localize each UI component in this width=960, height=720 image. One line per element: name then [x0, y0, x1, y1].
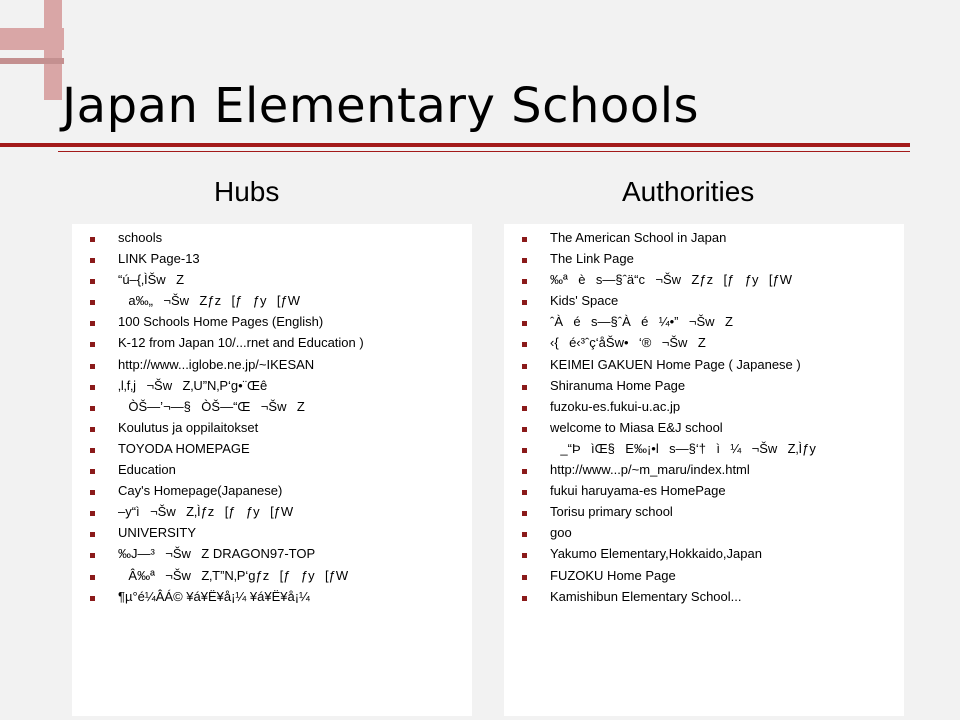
authority-list-item-label: FUZOKU Home Page	[550, 567, 676, 583]
square-bullet-icon	[90, 237, 95, 242]
hub-list-item-label: TOYODA HOMEPAGE	[118, 440, 250, 456]
hub-list-item-label: a‰„¬ŠwZƒz[ƒƒy[ƒW	[118, 293, 300, 309]
square-bullet-icon	[90, 469, 95, 474]
corner-accent-decoration	[0, 0, 64, 100]
hub-list-item[interactable]	[72, 441, 472, 462]
hub-list-item-label: –y“ì¬ŠwZ‚Ìƒz[ƒƒy[ƒW	[118, 504, 294, 520]
square-bullet-icon	[522, 385, 527, 390]
square-bullet-icon	[90, 406, 95, 411]
authority-list-item[interactable]	[504, 399, 904, 420]
authority-list-item-label: fuzoku-es.fukui-u.ac.jp	[550, 398, 681, 414]
hub-list-item[interactable]	[72, 293, 472, 314]
square-bullet-icon	[90, 596, 95, 601]
hub-list-item[interactable]	[72, 357, 472, 378]
hub-list-item-label: ¶µ°é¼ÂÁ© ¥á¥Ë¥å¡¼ ¥á¥Ë¥å¡¼	[118, 588, 310, 604]
square-bullet-icon	[90, 427, 95, 432]
authorities-heading: Authorities	[622, 176, 755, 207]
authority-list-item[interactable]	[504, 589, 904, 610]
authority-list-item[interactable]	[504, 335, 904, 356]
authority-list-item-label: Kids' Space	[550, 293, 619, 309]
authority-list-item[interactable]	[504, 293, 904, 314]
hubs-panel	[72, 224, 472, 716]
accent-bar-thin	[0, 58, 64, 64]
authority-list-item[interactable]	[504, 378, 904, 399]
square-bullet-icon	[90, 364, 95, 369]
accent-bar-horizontal	[0, 28, 64, 50]
hub-list-item[interactable]	[72, 420, 472, 441]
hub-list-item[interactable]	[72, 335, 472, 356]
hub-list-item[interactable]	[72, 525, 472, 546]
square-bullet-icon	[522, 469, 527, 474]
title-underline-thin	[58, 151, 910, 152]
authority-list-item-label: ‰ªès—§ˆä“c¬ŠwZƒz[ƒƒy[ƒW	[550, 272, 792, 288]
authority-list-item-label: Torisu primary school	[550, 504, 673, 520]
authority-list-item-label: Shiranuma Home Page	[550, 377, 686, 393]
square-bullet-icon	[522, 427, 527, 432]
square-bullet-icon	[522, 596, 527, 601]
hub-list-item-label: UNIVERSITY	[118, 525, 197, 541]
square-bullet-icon	[522, 532, 527, 537]
authority-list-item-label: goo	[550, 525, 572, 541]
hub-list-item[interactable]	[72, 378, 472, 399]
hub-list-item-label: ‚l‚f‚j¬ŠwZ‚U”N‚P‘g•¨Œê	[118, 377, 268, 393]
authority-list-item-label: ˆÀés—§ˆÀé¼•”¬ŠwZ	[550, 314, 733, 330]
authority-list-item-label: Yakumo Elementary,Hokkaido,Japan	[550, 546, 762, 562]
hub-list-item[interactable]	[72, 314, 472, 335]
square-bullet-icon	[522, 300, 527, 305]
hub-list-item-label: http://www...iglobe.ne.jp/~IKESAN	[118, 356, 315, 372]
authorities-panel	[504, 224, 904, 716]
hub-list-item-label: schools	[118, 230, 163, 245]
authority-list-item[interactable]	[504, 251, 904, 272]
square-bullet-icon	[90, 511, 95, 516]
square-bullet-icon	[522, 448, 527, 453]
square-bullet-icon	[90, 321, 95, 326]
square-bullet-icon	[90, 385, 95, 390]
square-bullet-icon	[90, 300, 95, 305]
hub-list-item[interactable]	[72, 272, 472, 293]
square-bullet-icon	[522, 237, 527, 242]
hub-list-item[interactable]	[72, 462, 472, 483]
square-bullet-icon	[90, 532, 95, 537]
hub-list-item[interactable]	[72, 251, 472, 272]
hub-list-item-label: Â‰ª¬ŠwZ‚T”N‚P‘gƒz[ƒƒy[ƒW	[118, 567, 349, 583]
square-bullet-icon	[522, 406, 527, 411]
title-underline-thick	[0, 143, 910, 147]
square-bullet-icon	[90, 258, 95, 263]
authority-list-item[interactable]	[504, 420, 904, 441]
square-bullet-icon	[522, 511, 527, 516]
authority-list-item-label: Kamishibun Elementary School...	[550, 588, 742, 604]
square-bullet-icon	[522, 342, 527, 347]
authority-list-item[interactable]	[504, 357, 904, 378]
authority-list-item[interactable]	[504, 546, 904, 567]
authority-list-item-label: http://www...p/~m_maru/index.html	[550, 462, 750, 478]
authority-list-item[interactable]	[504, 483, 904, 504]
hub-list-item-label: LINK Page-13	[118, 251, 200, 267]
square-bullet-icon	[90, 490, 95, 495]
square-bullet-icon	[522, 553, 527, 558]
authority-list-item[interactable]	[504, 525, 904, 546]
authority-list-item[interactable]	[504, 568, 904, 589]
square-bullet-icon	[90, 553, 95, 558]
square-bullet-icon	[522, 321, 527, 326]
square-bullet-icon	[522, 279, 527, 284]
hub-list-item-label: ‰J—³¬ŠwZ DRAGON97-TOP	[118, 546, 316, 562]
hub-list-item[interactable]	[72, 589, 472, 610]
hub-list-item[interactable]	[72, 230, 472, 251]
authority-list-item-label: fukui haruyama-es HomePage	[550, 483, 726, 499]
authority-list-item[interactable]	[504, 441, 904, 462]
hub-list-item[interactable]	[72, 546, 472, 567]
hub-list-item[interactable]	[72, 399, 472, 420]
hubs-heading: Hubs	[214, 176, 280, 207]
authority-list-item-label: welcome to Miasa E&J school	[550, 419, 723, 435]
hub-list-item-label: “ú–{‚ÌŠwZ	[118, 272, 185, 288]
authority-list-item-label: ‹{é‹³ˆç‘åŠw•‘®¬ŠwZ	[550, 335, 706, 351]
authority-list-item-label: The American School in Japan	[550, 230, 727, 245]
square-bullet-icon	[522, 490, 527, 495]
authority-list-item[interactable]	[504, 462, 904, 483]
hub-list-item[interactable]	[72, 483, 472, 504]
accent-bar-vertical	[44, 0, 62, 100]
hub-list-item-label: Cay's Homepage(Japanese)	[118, 483, 283, 499]
hubs-list	[72, 224, 472, 610]
hub-list-item-label: 100 Schools Home Pages (English)	[118, 314, 324, 330]
square-bullet-icon	[522, 575, 527, 580]
hub-list-item-label: K-12 from Japan 10/...rnet and Education )	[118, 335, 364, 351]
authority-list-item[interactable]	[504, 314, 904, 335]
authority-list-item[interactable]	[504, 272, 904, 293]
authority-list-item[interactable]	[504, 504, 904, 525]
square-bullet-icon	[90, 448, 95, 453]
hub-list-item-label: Koulutus ja oppilaitokset	[118, 419, 259, 435]
authorities-list	[504, 224, 904, 610]
hub-list-item[interactable]	[72, 504, 472, 525]
authority-list-item[interactable]	[504, 230, 904, 251]
authority-list-item-label: The Link Page	[550, 251, 634, 267]
hub-list-item-label: ÒŠ—’¬—§ÒŠ—“Œ¬ŠwZ	[118, 398, 305, 414]
hub-list-item[interactable]	[72, 568, 472, 589]
square-bullet-icon	[90, 279, 95, 284]
square-bullet-icon	[90, 342, 95, 347]
square-bullet-icon	[522, 364, 527, 369]
authority-list-item-label: KEIMEI GAKUEN Home Page ( Japanese )	[550, 356, 801, 372]
slide-title: Japan Elementary Schools	[62, 78, 700, 134]
authority-list-item-label: _“ÞìŒ§E‰¡•ls—§‘†ì¼¬ŠwZ‚Ìƒy	[550, 440, 816, 456]
square-bullet-icon	[522, 258, 527, 263]
hub-list-item-label: Education	[118, 462, 176, 478]
square-bullet-icon	[90, 575, 95, 580]
